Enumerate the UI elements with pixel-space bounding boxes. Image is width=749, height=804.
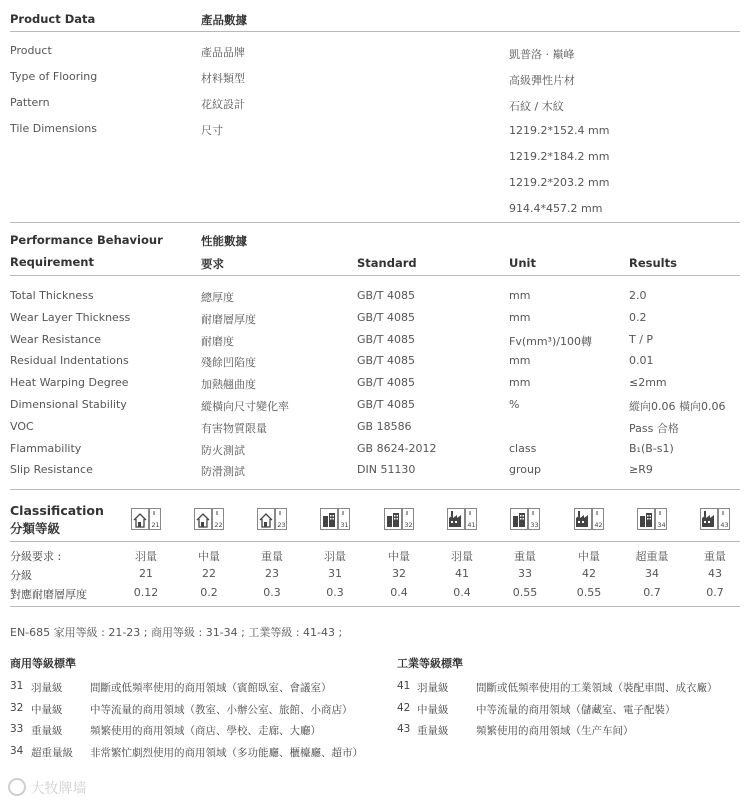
performance-unit: group (509, 463, 541, 477)
performance-result: 縱向0.06 橫向0.06 (629, 400, 726, 413)
class-icon-badge: 22 (214, 521, 223, 529)
performance-standard: GB 18586 (357, 419, 412, 433)
performance-title-en: Performance Behaviour (10, 233, 163, 247)
performance-requirement-en: Wear Resistance (10, 332, 102, 346)
logo-icon (8, 778, 26, 796)
industrial-code: 42 (397, 701, 411, 714)
performance-requirement-zh: 防滑測試 (201, 465, 245, 479)
class-level: 中量 (198, 550, 220, 563)
performance-requirement-zh: 縱橫向尺寸變化率 (201, 400, 289, 413)
performance-requirement-en: Total Thickness (10, 289, 94, 302)
class-grade: 33 (518, 567, 532, 580)
class-icon-badge: 41 (467, 521, 476, 529)
performance-result: ≤2mm (629, 376, 667, 390)
requirement-header-zh: 要求 (201, 257, 224, 271)
performance-result: 2.0 (629, 289, 647, 302)
performance-standard: GB/T 4085 (357, 310, 415, 324)
class-grade: 23 (265, 567, 279, 580)
class-icon-badge: 34 (657, 521, 666, 529)
performance-requirement-en: Dimensional Stability (10, 398, 127, 411)
class-wear-thickness: 0.3 (263, 586, 281, 599)
class-wear-thickness: 0.7 (706, 586, 724, 599)
classification-title-en: Classification (10, 503, 104, 518)
performance-unit: % (509, 398, 520, 411)
commercial-level-name: 重量級 (31, 725, 63, 737)
performance-requirement-en: Wear Layer Thickness (10, 310, 131, 324)
industrial-level-name: 中量級 (417, 703, 449, 716)
product-row-label-zh: 產品品牌 (201, 46, 245, 59)
performance-result: B₁(B-s1) (629, 441, 674, 455)
class-icon-badge: 23 (277, 521, 286, 529)
requirement-header-en: Requirement (10, 255, 94, 269)
product-row-label-zh: 材料類型 (201, 72, 245, 85)
class-wear-thickness: 0.4 (453, 586, 471, 599)
performance-requirement-zh: 耐磨度 (201, 334, 234, 348)
commercial-level-name: 中量級 (31, 703, 63, 716)
classification-title-zh: 分類等級 (10, 521, 61, 536)
product-row-label-zh: 花紋設計 (201, 98, 245, 111)
commercial-standard-title: 商用等級標準 (10, 657, 76, 670)
class-level: 羽量 (135, 550, 157, 563)
class-level: 羽量 (451, 550, 473, 563)
class-wear-thickness: 0.2 (200, 586, 218, 599)
performance-requirement-zh: 加熱翹曲度 (201, 378, 256, 392)
class-icon-badge: 43 (720, 521, 729, 529)
class-icon-badge: 31 (340, 521, 349, 529)
class-icon-badge: 33 (530, 521, 539, 529)
watermark-text: 大牧牌墙 (30, 781, 87, 797)
performance-requirement-en: VOC (10, 419, 34, 433)
product-row-value: 高級彈性片材 (509, 74, 575, 87)
industrial-description: 頻繁使用的商用領域（生产车间） (476, 725, 634, 737)
performance-standard: GB/T 4085 (357, 332, 415, 346)
class-grade: 21 (139, 567, 153, 580)
industrial-code: 43 (397, 723, 411, 735)
product-data-title-zh: 產品數據 (201, 13, 247, 27)
class-wear-thickness: 0.3 (326, 586, 344, 599)
class-grade: 31 (328, 567, 342, 580)
industrial-code: 41 (397, 680, 411, 692)
performance-requirement-zh: 殘餘凹陷度 (201, 356, 256, 370)
performance-standard: GB/T 4085 (357, 289, 415, 302)
level-requirement-label: 分級要求 : (10, 550, 62, 563)
performance-requirement-en: Residual Indentations (10, 354, 129, 368)
performance-result: ≥R9 (629, 463, 653, 477)
performance-result: 0.2 (629, 310, 647, 324)
performance-unit: class (509, 441, 537, 455)
performance-result: T / P (629, 332, 654, 346)
class-grade: 22 (202, 567, 216, 580)
divider (10, 275, 740, 276)
commercial-description: 頻繁使用的商用領域（商店、學校、走廊、大廳） (90, 725, 321, 737)
performance-title-zh: 性能數據 (201, 234, 247, 248)
class-level: 中量 (578, 550, 600, 563)
wear-layer-label: 對應耐磨層厚度 (10, 588, 87, 601)
product-row-value: 1219.2*152.4 mm (509, 124, 610, 137)
product-row-value: 1219.2*184.2 mm (509, 150, 610, 163)
performance-standard: GB 8624-2012 (357, 441, 437, 455)
performance-unit: mm (509, 376, 531, 390)
watermark-logo (8, 778, 86, 798)
class-level: 中量 (388, 550, 410, 563)
class-level: 羽量 (324, 550, 346, 563)
product-row-value: 914.4*457.2 mm (509, 202, 603, 215)
class-grade: 41 (455, 567, 469, 580)
class-level: 重量 (514, 550, 536, 563)
class-level: 超重量 (635, 550, 669, 563)
en685-summary: EN-685 家用等級 : 21-23 ; 商用等級 : 31-34 ; 工業等級 : 41-43 ; (10, 626, 343, 639)
performance-unit: mm (509, 354, 531, 368)
performance-unit: mm (509, 289, 531, 302)
commercial-description: 中等流量的商用領域（教室、小辦公室、旅館、小商店） (90, 703, 353, 716)
product-row-label-en: Product (10, 44, 52, 57)
product-row-label-en: Type of Flooring (10, 70, 98, 83)
performance-requirement-en: Heat Warping Degree (10, 376, 129, 390)
product-row-value: 凱普洛 · 巔峰 (509, 48, 575, 61)
class-wear-thickness: 0.4 (390, 586, 408, 599)
product-row-value: 1219.2*203.2 mm (509, 176, 610, 189)
performance-unit: Fv(mm³)/100轉 (509, 334, 592, 348)
results-header: Results (629, 256, 677, 270)
class-icon-badge: 42 (594, 521, 603, 529)
performance-requirement-zh: 有害物質限量 (201, 421, 267, 435)
industrial-level-name: 重量級 (417, 725, 449, 737)
product-row-label-zh: 尺寸 (201, 124, 223, 137)
commercial-code: 33 (10, 723, 24, 735)
grade-label: 分級 (10, 569, 32, 582)
industrial-level-name: 羽量級 (417, 682, 449, 694)
performance-requirement-zh: 耐磨層厚度 (201, 312, 256, 326)
industrial-standard-title: 工業等級標準 (397, 657, 463, 670)
industrial-description: 間斷或低頻率使用的工業領域（裝配車間、成衣廠） (476, 682, 718, 694)
performance-requirement-en: Slip Resistance (10, 463, 93, 477)
performance-result: 0.01 (629, 354, 654, 368)
commercial-code: 31 (10, 680, 24, 692)
unit-header: Unit (509, 256, 536, 270)
class-icon-badge: 21 (151, 521, 160, 529)
commercial-code: 32 (10, 701, 24, 714)
class-grade: 34 (645, 567, 659, 580)
class-wear-thickness: 0.55 (576, 586, 602, 599)
product-data-title-en: Product Data (10, 12, 96, 26)
commercial-level-name: 超重量級 (31, 746, 73, 759)
class-grade: 43 (708, 567, 722, 580)
divider (10, 222, 740, 223)
performance-standard: GB/T 4085 (357, 398, 415, 411)
product-row-label-en: Pattern (10, 96, 50, 109)
class-wear-thickness: 0.7 (643, 586, 661, 599)
product-row-label-en: Tile Dimensions (10, 122, 97, 135)
performance-requirement-zh: 防火測試 (201, 443, 245, 457)
class-level: 重量 (261, 550, 283, 563)
commercial-description: 間斷或低頻率使用的商用領域（賓館臥室、會議室） (90, 682, 332, 694)
class-icon-badge: 32 (404, 521, 413, 529)
divider (10, 31, 740, 32)
performance-standard: GB/T 4085 (357, 376, 415, 390)
divider (10, 606, 740, 607)
class-grade: 32 (392, 567, 406, 580)
commercial-description: 非常繁忙劇烈使用的商用領域（多功能廳、櫃檯廳、超市） (90, 746, 363, 759)
performance-result: Pass 合格 (629, 421, 679, 435)
class-wear-thickness: 0.12 (133, 586, 159, 599)
class-grade: 42 (582, 567, 596, 580)
class-wear-thickness: 0.55 (512, 586, 538, 599)
class-level: 重量 (704, 550, 726, 563)
industrial-description: 中等流量的商用領域（儲藏室、電子配裝） (476, 703, 676, 716)
performance-requirement-zh: 總厚度 (201, 291, 234, 304)
divider (10, 489, 740, 490)
performance-standard: GB/T 4085 (357, 354, 415, 368)
performance-requirement-en: Flammability (10, 441, 82, 455)
divider (10, 541, 740, 542)
standard-header: Standard (357, 256, 417, 270)
commercial-code: 34 (10, 744, 24, 757)
performance-unit: mm (509, 310, 531, 324)
product-row-value: 石紋 / 木紋 (509, 100, 564, 113)
performance-standard: DIN 51130 (357, 463, 416, 477)
commercial-level-name: 羽量級 (31, 682, 63, 694)
